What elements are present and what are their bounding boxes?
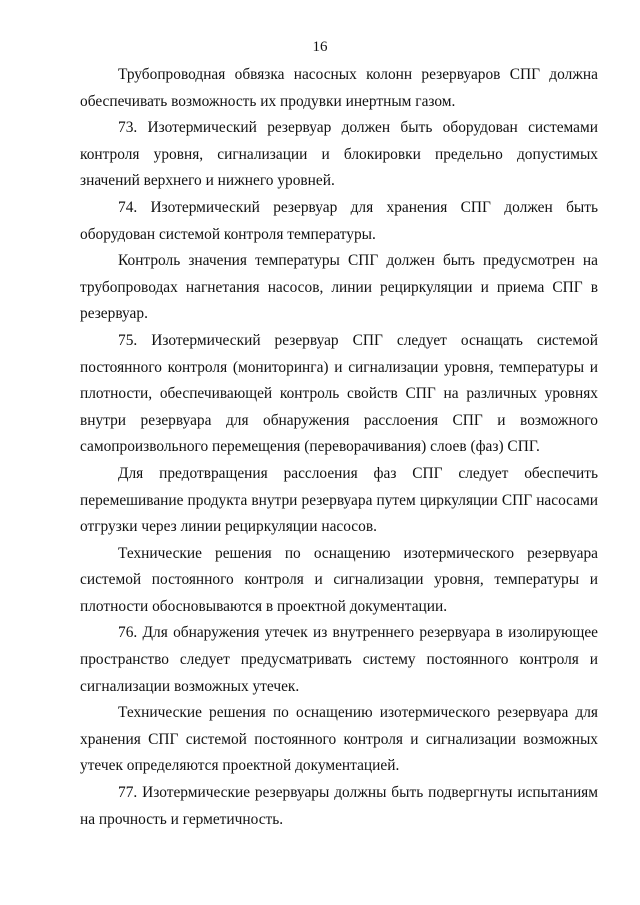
document-body	[80, 62, 598, 833]
paragraph-temperature-control: Контроль значения температуры СПГ должен быть предусмотрен на трубопроводах нагнетания насосов, линии рециркуляции и приема СПГ в резервуар.	[80, 252, 598, 323]
paragraph-73: 73. Изотермический резервуар должен быть оборудован системами контроля уровня, сигнализации и блокировки предельно допустимых значений верхнего и нижнего уровней.	[80, 119, 598, 190]
paragraph-technical-solutions-leaks: Технические решения по оснащению изотермического резервуара для хранения СПГ системой постоянного контроля и сигнализации возможных утечек определяются проектной документацией.	[80, 704, 598, 775]
paragraph-technical-solutions-monitoring: Технические решения по оснащению изотермического резервуара системой постоянного контроля и сигнализации уровня, температуры и плотности обосновываются в проектной документации.	[80, 544, 598, 615]
paragraph-76: 76. Для обнаружения утечек из внутреннего резервуара в изолирующее пространство следует предусматривать систему постоянного контроля и сигнализации возможных утечек.	[80, 624, 598, 695]
paragraph-77: 77. Изотермические резервуары должны быть подвергнуты испытаниям на прочность и герметичность.	[80, 784, 598, 828]
paragraph-75: 75. Изотермический резервуар СПГ следует оснащать системой постоянного контроля (мониторинга) и сигнализации уровня, температуры и плотности, обеспечивающей контроль свойств СПГ на различных уровнях внутри резервуара для обнаружения расслоения СПГ и возможного самопроизвольного перемещения (переворачивания) слоев (фаз) СПГ.	[80, 331, 598, 456]
paragraph-stratification-prevention: Для предотвращения расслоения фаз СПГ следует обеспечить перемешивание продукта внутри резервуара путем циркуляции СПГ насосами отгрузки через линии рециркуляции насосов.	[80, 464, 598, 536]
page-number: 16	[312, 39, 328, 55]
paragraph-74: 74. Изотермический резервуар для хранения СПГ должен быть оборудован системой контроля температуры.	[80, 198, 598, 243]
paragraph-pipeline-purge: Трубопроводная обвязка насосных колонн резервуаров СПГ должна обеспечивать возможность их продувки инертным газом.	[80, 66, 598, 110]
